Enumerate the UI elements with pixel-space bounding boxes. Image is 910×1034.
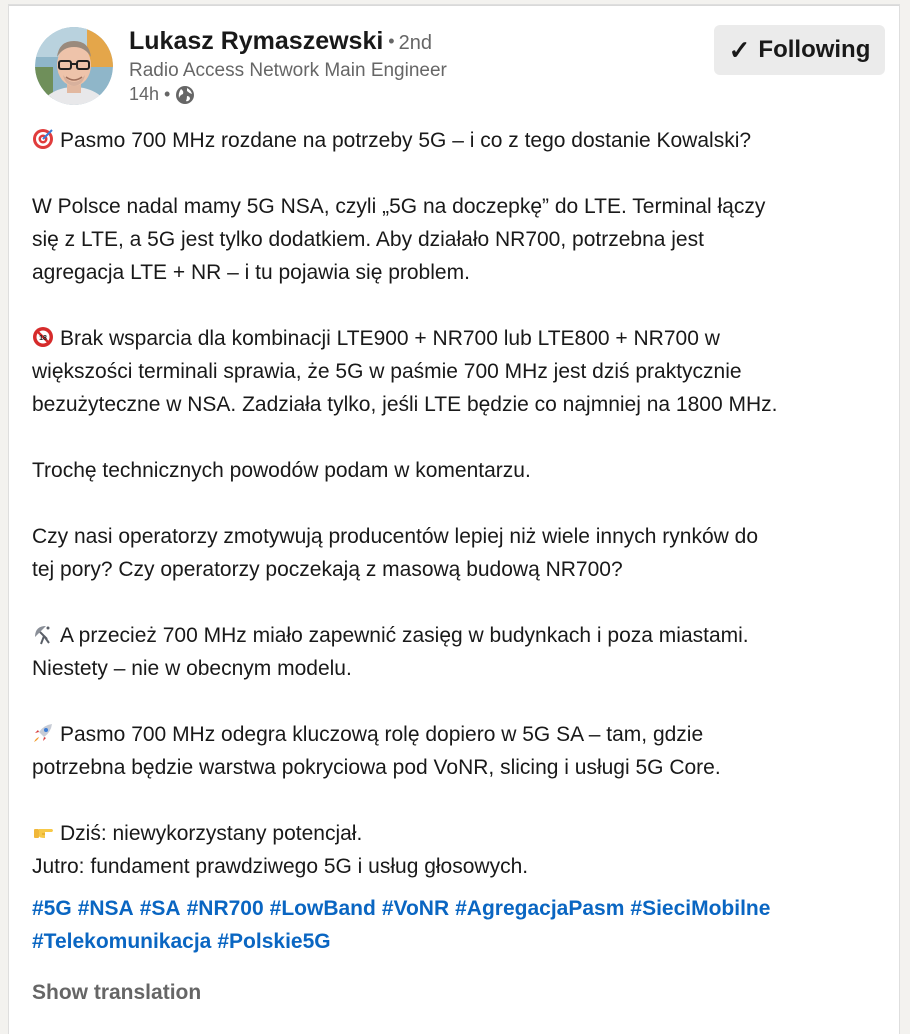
post-line: W Polsce nadal mamy 5G NSA, czyli „5G na doczepkę” do LTE. Terminal łączy bbox=[32, 195, 766, 218]
post-paragraph bbox=[32, 454, 892, 487]
post-line: Niestety – nie w obecnym modelu. bbox=[32, 657, 352, 680]
post-line: bezużyteczne w NSA. Zadziała tylko, jeśli LTE będzie co najmniej na 1800 MHz. bbox=[32, 393, 778, 416]
hashtag-link[interactable]: #Polskie5G bbox=[217, 930, 331, 953]
post-paragraph bbox=[32, 124, 892, 157]
post-line: Trochę technicznych powodów podam w komentarzu. bbox=[32, 459, 531, 482]
show-translation-button[interactable]: Show translation bbox=[32, 981, 202, 1004]
target-icon bbox=[32, 128, 54, 150]
post-card bbox=[8, 4, 900, 1034]
post-line: potrzebna będzie warstwa pokryciowa pod VoNR, slicing i usługi 5G Core. bbox=[32, 756, 721, 779]
post-line: Jutro: fundament prawdziwego 5G i usług głosowych. bbox=[32, 855, 529, 878]
post-line: Czy nasi operatorzy zmotywują producentów lepiej niż wiele innych rynków do bbox=[32, 525, 759, 548]
satellite-antenna-icon bbox=[32, 623, 54, 645]
following-label: Following bbox=[758, 36, 871, 63]
hashtag-link[interactable]: #NR700 bbox=[186, 897, 264, 920]
post-paragraph bbox=[32, 520, 892, 586]
hashtag-link[interactable]: #SieciMobilne bbox=[630, 897, 771, 920]
hashtag-link[interactable]: #NSA bbox=[77, 897, 134, 920]
pointing-hand-icon bbox=[32, 821, 54, 843]
following-button[interactable] bbox=[714, 25, 885, 75]
post-line: większości terminali sprawia, że 5G w paśmie 700 MHz jest dziś praktycznie bbox=[32, 360, 742, 383]
hashtag-link[interactable]: #5G bbox=[32, 897, 72, 920]
avatar[interactable] bbox=[35, 27, 113, 105]
hashtag-link[interactable]: #Telekomunikacja bbox=[32, 930, 212, 953]
separator-dot: • bbox=[164, 84, 171, 104]
post-line: się z LTE, a 5G jest tylko dodatkiem. Aby działało NR700, potrzebna jest bbox=[32, 228, 704, 251]
post-paragraph bbox=[32, 322, 892, 421]
post-meta bbox=[129, 84, 195, 105]
hashtag-list bbox=[32, 892, 892, 958]
globe-icon bbox=[175, 85, 195, 105]
avatar-photo bbox=[35, 27, 113, 105]
post-line: Dziś: niewykorzystany potencjał. bbox=[32, 817, 892, 850]
connection-degree: 2nd bbox=[398, 32, 432, 54]
post-body bbox=[32, 124, 892, 916]
svg-text:18: 18 bbox=[39, 335, 47, 342]
author-name-row bbox=[129, 27, 432, 56]
post-line: tej pory? Czy operatorzy poczekają z masową budową NR700? bbox=[32, 558, 623, 581]
post-line: A przecież 700 MHz miało zapewnić zasięg w budynkach i poza miastami. bbox=[32, 619, 892, 652]
post-paragraph bbox=[32, 718, 892, 784]
hashtag-link[interactable]: #AgregacjaPasm bbox=[455, 897, 625, 920]
separator-dot: • bbox=[388, 31, 395, 51]
post-paragraph bbox=[32, 817, 892, 883]
post-line: agregacja LTE + NR – i tu pojawia się problem. bbox=[32, 261, 470, 284]
hashtag-link[interactable]: #LowBand bbox=[269, 897, 376, 920]
post-paragraph bbox=[32, 190, 892, 289]
author-name[interactable]: Lukasz Rymaszewski bbox=[129, 27, 384, 55]
post-paragraph bbox=[32, 619, 892, 685]
post-line: Pasmo 700 MHz odegra kluczową rolę dopiero w 5G SA – tam, gdzie bbox=[32, 718, 892, 751]
check-icon: ✓ bbox=[728, 35, 751, 65]
author-headline: Radio Access Network Main Engineer bbox=[129, 60, 447, 81]
post-line: 18 Brak wsparcia dla kombinacji LTE900 + NR700 lub LTE800 + NR700 w bbox=[32, 322, 892, 355]
post-line: Pasmo 700 MHz rozdane na potrzeby 5G – i co z tego dostanie Kowalski? bbox=[32, 124, 892, 157]
post-time: 14h bbox=[129, 84, 160, 104]
hashtag-link[interactable]: #SA bbox=[139, 897, 181, 920]
no-entry-icon bbox=[32, 326, 54, 348]
rocket-icon bbox=[32, 722, 54, 744]
divider bbox=[9, 5, 899, 6]
hashtag-link[interactable]: #VoNR bbox=[381, 897, 450, 920]
